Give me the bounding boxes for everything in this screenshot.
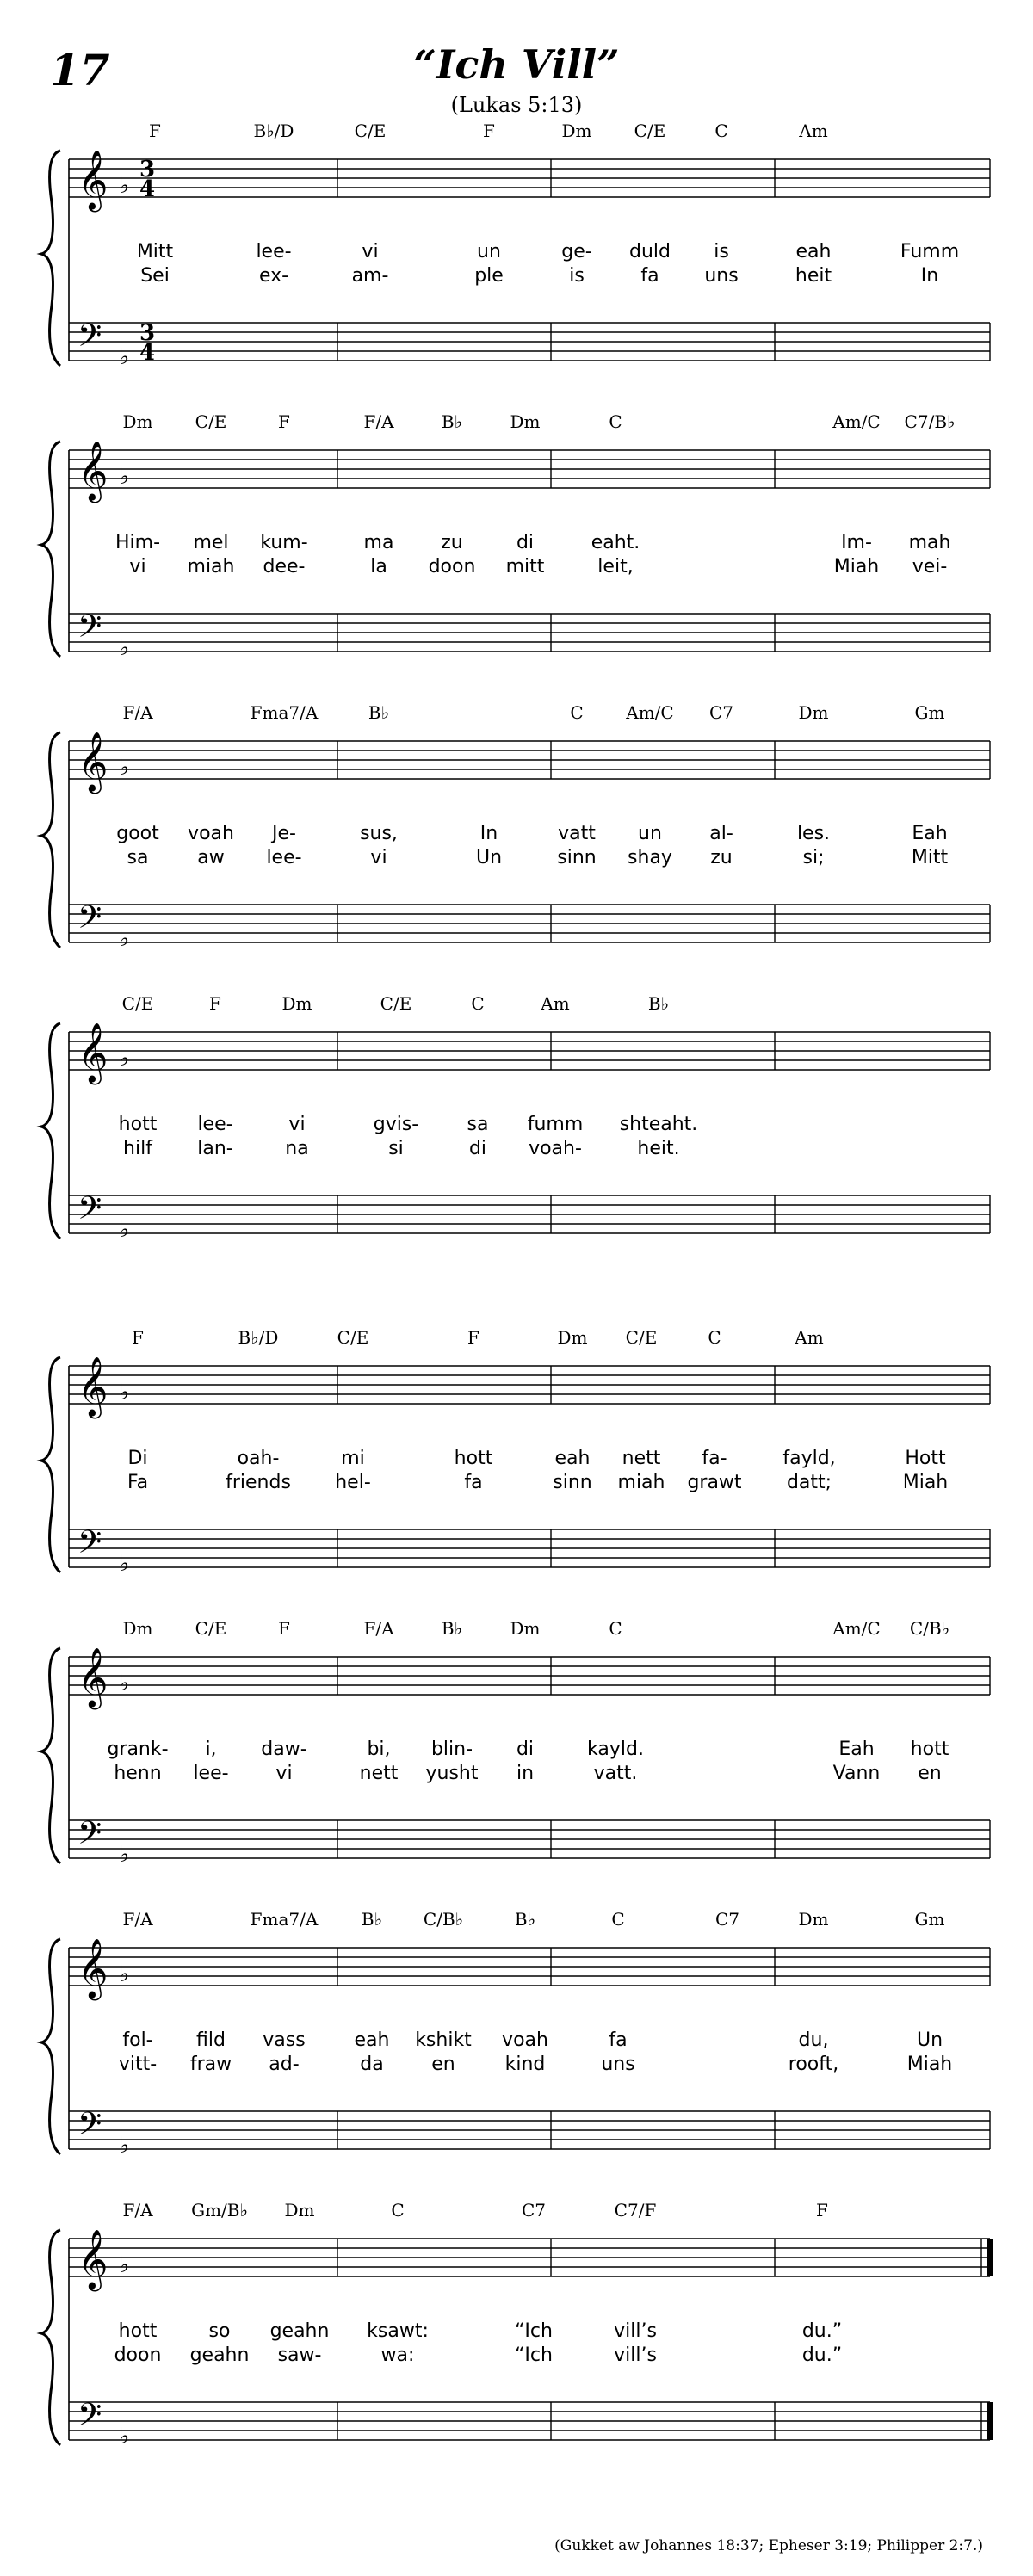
music-system-1: [0, 120, 1033, 413]
flat-icon: ♭: [119, 2424, 130, 2449]
lyric-verse-1: un: [638, 823, 662, 844]
lyric-verse-1: geahn: [269, 2320, 330, 2342]
lyric-verse-2: Sei: [140, 265, 170, 287]
lyric-verse-1: du.”: [801, 2320, 843, 2342]
lyric-verse-2: hilf: [123, 1138, 152, 1159]
chord-symbol: Dm: [122, 411, 153, 432]
lyric-verse-1: fa: [609, 2029, 628, 2051]
lyric-verse-1: Fumm: [900, 241, 960, 263]
chord-symbol: C: [609, 411, 622, 432]
chord-symbol: F/A: [363, 411, 394, 432]
lyric-verse-1: vi: [362, 241, 379, 263]
lyric-verse-2: fa: [640, 265, 659, 287]
chord-symbol: F/A: [122, 702, 153, 723]
lyric-verse-1: fol-: [122, 2029, 153, 2051]
lyric-verse-2: vi: [275, 1763, 293, 1784]
lyric-verse-2: vitt-: [118, 2054, 158, 2075]
lyric-verse-2: dee-: [263, 556, 306, 578]
system-brace: [41, 732, 60, 948]
lyric-verse-1: di: [516, 1739, 535, 1760]
lyric-verse-2: Miah: [833, 556, 880, 578]
lyric-verse-2: yusht: [425, 1763, 479, 1784]
time-signature: 4: [139, 340, 156, 366]
chord-symbol: C/E: [625, 1327, 658, 1348]
lyric-verse-2: ad-: [269, 2054, 300, 2075]
lyric-verse-1: “Ich: [515, 2320, 553, 2342]
chord-symbol: Dm: [284, 2200, 315, 2221]
lyric-verse-2: In: [920, 265, 939, 287]
flat-icon: ♭: [119, 1551, 130, 1577]
lyric-verse-2: ple: [474, 265, 504, 287]
flat-icon: ♭: [119, 344, 130, 370]
lyric-verse-2: aw: [197, 847, 225, 868]
lyric-verse-2: heit: [795, 265, 832, 287]
lyric-verse-2: si;: [802, 847, 825, 868]
lyric-verse-1: hott: [118, 2320, 158, 2342]
chord-symbol: F/A: [122, 1909, 153, 1930]
treble-clef-icon: 𝄞: [77, 2229, 108, 2289]
lyric-verse-1: Im-: [841, 532, 872, 553]
lyric-verse-2: doon: [114, 2344, 162, 2366]
chord-symbol: Fma7/A: [250, 702, 319, 723]
lyric-verse-2: geahn: [189, 2344, 250, 2366]
lyric-verse-2: vi: [129, 556, 146, 578]
lyric-verse-2: saw-: [277, 2344, 322, 2366]
hymn-title: “Ich Vill”: [413, 41, 620, 88]
lyric-verse-1: so: [208, 2320, 231, 2342]
treble-clef-icon: 𝄞: [77, 1356, 108, 1417]
lyric-verse-2: zu: [710, 847, 733, 868]
lyric-verse-1: lee-: [256, 241, 292, 263]
system-brace: [41, 1939, 60, 2154]
lyric-verse-2: hel-: [335, 1472, 371, 1493]
chord-symbol: Fma7/A: [250, 1909, 319, 1930]
lyric-verse-2: voah-: [529, 1138, 582, 1159]
flat-icon: ♭: [119, 173, 130, 199]
system-brace: [41, 2230, 60, 2445]
lyric-verse-2: nett: [359, 1763, 399, 1784]
chord-symbol: C: [714, 120, 728, 141]
lyric-verse-2: fa: [464, 1472, 483, 1493]
lyric-verse-1: mah: [908, 532, 951, 553]
lyric-verse-2: uns: [601, 2054, 635, 2075]
lyric-verse-1: daw-: [261, 1739, 307, 1760]
lyric-verse-2: Fa: [127, 1472, 149, 1493]
treble-clef-icon: 𝄞: [77, 1022, 108, 1083]
chord-symbol: Am/C: [626, 702, 674, 723]
lyric-verse-1: is: [714, 241, 729, 263]
bass-clef-icon: 𝄢: [77, 608, 102, 652]
flat-icon: ♭: [119, 755, 130, 781]
scripture-footnote: (Gukket aw Johannes 18:37; Epheser 3:19; Philipper 2:7.): [554, 2537, 983, 2554]
chord-symbol: B♭: [514, 1909, 536, 1930]
chord-symbol: C: [708, 1327, 721, 1348]
time-signature: 3: [139, 157, 156, 182]
lyric-verse-2: di: [468, 1138, 487, 1159]
chord-symbol: Gm/B♭: [191, 2200, 248, 2221]
system-brace: [41, 1648, 60, 1863]
lyric-verse-1: voah: [188, 823, 234, 844]
chord-symbol: B♭: [647, 993, 670, 1014]
lyric-verse-1: shteaht.: [619, 1114, 698, 1135]
music-system-2: [0, 411, 1033, 704]
lyric-verse-1: hott: [910, 1739, 949, 1760]
chord-symbol: F/A: [363, 1618, 394, 1639]
staff-notation: [0, 993, 1033, 1286]
chord-symbol: Am: [541, 993, 570, 1014]
hymn-number: 17: [50, 45, 110, 96]
lyric-verse-1: blin-: [430, 1739, 473, 1760]
chord-symbol: B♭/D: [253, 120, 294, 141]
lyric-verse-2: “Ich: [515, 2344, 553, 2366]
chord-symbol: F: [149, 120, 161, 141]
scripture-reference: (Lukas 5:13): [450, 93, 583, 117]
lyric-verse-2: am-: [351, 265, 389, 287]
lyric-verse-2: leit,: [597, 556, 634, 578]
music-system-7: [0, 1909, 1033, 2202]
chord-symbol: B♭: [368, 702, 390, 723]
lyric-verse-2: heit.: [637, 1138, 680, 1159]
chord-symbol: C: [611, 1909, 625, 1930]
flat-icon: ♭: [119, 1380, 130, 1405]
lyric-verse-1: nett: [622, 1448, 661, 1469]
lyric-verse-2: Miah: [906, 2054, 953, 2075]
chord-symbol: C: [570, 702, 584, 723]
lyric-verse-1: zu: [441, 532, 463, 553]
lyric-verse-2: na: [285, 1138, 309, 1159]
lyric-verse-1: goot: [116, 823, 159, 844]
lyric-verse-1: In: [479, 823, 498, 844]
lyric-verse-2: is: [569, 265, 585, 287]
bass-clef-icon: 𝄢: [77, 1815, 102, 1859]
chord-symbol: Dm: [281, 993, 312, 1014]
lyric-verse-2: friends: [226, 1472, 291, 1493]
chord-symbol: C7/B♭: [904, 411, 956, 432]
lyric-verse-2: shay: [628, 847, 672, 868]
bass-clef-icon: 𝄢: [77, 318, 102, 361]
lyric-verse-2: wa:: [380, 2344, 415, 2366]
music-system-4: [0, 993, 1033, 1286]
chord-symbol: C/E: [380, 993, 412, 1014]
lyric-verse-2: lee-: [193, 1763, 229, 1784]
chord-symbol: C/E: [354, 120, 387, 141]
lyric-verse-2: henn: [114, 1763, 162, 1784]
music-system-3: [0, 702, 1033, 995]
lyric-verse-1: mel: [193, 532, 229, 553]
chord-symbol: F: [467, 1327, 479, 1348]
lyric-verse-1: Eah: [838, 1739, 875, 1760]
lyric-verse-2: du.”: [801, 2344, 843, 2366]
lyric-verse-1: i,: [205, 1739, 217, 1760]
bass-clef-icon: 𝄢: [77, 2106, 102, 2150]
lyric-verse-2: sinn: [553, 1472, 592, 1493]
flat-icon: ♭: [119, 2133, 130, 2159]
lyric-verse-1: un: [477, 241, 501, 263]
lyric-verse-2: vi: [370, 847, 387, 868]
chord-symbol: C/E: [337, 1327, 369, 1348]
lyric-verse-1: al-: [709, 823, 733, 844]
lyric-verse-1: fumm: [527, 1114, 584, 1135]
lyric-verse-2: uns: [704, 265, 739, 287]
chord-symbol: F: [483, 120, 495, 141]
lyric-verse-1: du,: [798, 2029, 829, 2051]
bass-clef-icon: 𝄢: [77, 2397, 102, 2441]
chord-symbol: F: [209, 993, 221, 1014]
lyric-verse-2: mitt: [505, 556, 545, 578]
lyric-verse-2: rooft,: [788, 2054, 839, 2075]
chord-symbol: Dm: [798, 702, 829, 723]
lyric-verse-1: oah-: [237, 1448, 280, 1469]
chord-symbol: C/B♭: [909, 1618, 950, 1639]
chord-symbol: C/E: [195, 1618, 227, 1639]
chord-symbol: F: [278, 411, 290, 432]
lyric-verse-1: fa-: [702, 1448, 727, 1469]
chord-symbol: C7: [521, 2200, 547, 2221]
lyric-verse-1: Eah: [912, 823, 948, 844]
lyric-verse-1: fild: [196, 2029, 226, 2051]
lyric-verse-1: bi,: [367, 1739, 391, 1760]
lyric-verse-1: Him-: [114, 532, 161, 553]
lyric-verse-1: ksawt:: [367, 2320, 429, 2342]
lyric-verse-1: Un: [916, 2029, 943, 2051]
music-system-5: [0, 1327, 1033, 1620]
chord-symbol: Am/C: [832, 411, 881, 432]
lyric-verse-2: Miah: [902, 1472, 949, 1493]
flat-icon: ♭: [119, 1671, 130, 1696]
chord-symbol: Am: [799, 120, 828, 141]
chord-symbol: B♭: [441, 1618, 463, 1639]
chord-symbol: B♭: [361, 1909, 383, 1930]
lyric-verse-1: grank-: [107, 1739, 169, 1760]
lyric-verse-2: ex-: [258, 265, 289, 287]
chord-symbol: C: [609, 1618, 622, 1639]
flat-icon: ♭: [119, 635, 130, 661]
bass-clef-icon: 𝄢: [77, 1190, 102, 1234]
lyric-verse-1: voah: [502, 2029, 548, 2051]
lyric-verse-2: Vann: [832, 1763, 881, 1784]
bass-clef-icon: 𝄢: [77, 899, 102, 943]
chord-symbol: B♭/D: [238, 1327, 279, 1348]
lyric-verse-1: sa: [467, 1114, 489, 1135]
chord-symbol: C/B♭: [423, 1909, 464, 1930]
treble-clef-icon: 𝄞: [77, 732, 108, 792]
flat-icon: ♭: [119, 1961, 130, 1987]
chord-symbol: B♭: [441, 411, 463, 432]
lyric-verse-2: grawt: [687, 1472, 742, 1493]
lyric-verse-2: miah: [617, 1472, 665, 1493]
lyric-verse-1: hott: [454, 1448, 493, 1469]
chord-symbol: F: [132, 1327, 144, 1348]
chord-symbol: Dm: [510, 1618, 541, 1639]
flat-icon: ♭: [119, 1842, 130, 1868]
staff-notation: [0, 702, 1033, 995]
chord-symbol: F/A: [122, 2200, 153, 2221]
lyric-verse-2: vatt.: [593, 1763, 638, 1784]
chord-symbol: C/E: [121, 993, 154, 1014]
chord-symbol: Gm: [914, 1909, 945, 1930]
lyric-verse-1: kshikt: [415, 2029, 472, 2051]
flat-icon: ♭: [119, 926, 130, 952]
lyric-verse-2: vill’s: [614, 2344, 657, 2366]
chord-symbol: C: [391, 2200, 405, 2221]
lyric-verse-2: en: [431, 2054, 455, 2075]
chord-symbol: Dm: [510, 411, 541, 432]
lyric-verse-1: eah: [354, 2029, 390, 2051]
lyric-verse-2: vei-: [912, 556, 948, 578]
system-brace: [41, 151, 60, 366]
lyric-verse-2: Mitt: [911, 847, 949, 868]
lyric-verse-1: sus,: [360, 823, 398, 844]
chord-symbol: C7/F: [614, 2200, 657, 2221]
lyric-verse-1: vi: [288, 1114, 306, 1135]
lyric-verse-2: kind: [504, 2054, 546, 2075]
lyric-verse-1: Mitt: [136, 241, 174, 263]
chord-symbol: Gm: [914, 702, 945, 723]
chord-symbol: C: [471, 993, 485, 1014]
lyric-verse-1: eaht.: [591, 532, 640, 553]
lyric-verse-1: vill’s: [614, 2320, 657, 2342]
chord-symbol: Dm: [557, 1327, 588, 1348]
system-brace: [41, 1357, 60, 1572]
lyric-verse-1: mi: [341, 1448, 365, 1469]
lyric-verse-1: Di: [127, 1448, 148, 1469]
treble-clef-icon: 𝄞: [77, 1647, 108, 1708]
chord-symbol: C/E: [634, 120, 666, 141]
lyric-verse-1: vatt: [558, 823, 596, 844]
lyric-verse-1: eah: [795, 241, 832, 263]
flat-icon: ♭: [119, 464, 130, 490]
chord-symbol: F: [278, 1618, 290, 1639]
lyric-verse-2: datt;: [786, 1472, 832, 1493]
lyric-verse-1: fayld,: [782, 1448, 836, 1469]
lyric-verse-2: lan-: [197, 1138, 233, 1159]
lyric-verse-2: en: [918, 1763, 942, 1784]
lyric-verse-2: miah: [187, 556, 235, 578]
staff-notation: [0, 1327, 1033, 1620]
lyric-verse-2: la: [370, 556, 387, 578]
lyric-verse-2: doon: [428, 556, 476, 578]
treble-clef-icon: 𝄞: [77, 150, 108, 210]
lyric-verse-1: eah: [554, 1448, 591, 1469]
system-brace: [41, 1023, 60, 1239]
lyric-verse-1: hott: [118, 1114, 158, 1135]
lyric-verse-2: lee-: [266, 847, 302, 868]
lyric-verse-1: kayld.: [587, 1739, 644, 1760]
chord-symbol: F: [816, 2200, 828, 2221]
lyric-verse-1: di: [516, 532, 535, 553]
flat-icon: ♭: [119, 2252, 130, 2278]
lyric-verse-1: kum-: [260, 532, 308, 553]
music-system-6: [0, 1618, 1033, 1911]
flat-icon: ♭: [119, 1046, 130, 1072]
lyric-verse-2: Un: [475, 847, 503, 868]
chord-symbol: C7: [714, 1909, 740, 1930]
treble-clef-icon: 𝄞: [77, 441, 108, 501]
lyric-verse-1: gvis-: [373, 1114, 419, 1135]
lyric-verse-1: ge-: [561, 241, 592, 263]
lyric-verse-1: duld: [629, 241, 671, 263]
lyric-verse-2: sa: [127, 847, 149, 868]
lyric-verse-1: ma: [363, 532, 394, 553]
chord-symbol: Dm: [798, 1909, 829, 1930]
time-signature: 4: [139, 176, 156, 202]
chord-symbol: C/E: [195, 411, 227, 432]
chord-symbol: Am: [795, 1327, 824, 1348]
lyric-verse-2: in: [516, 1763, 535, 1784]
chord-symbol: Am/C: [832, 1618, 881, 1639]
lyric-verse-2: da: [360, 2054, 384, 2075]
lyric-verse-1: les.: [796, 823, 831, 844]
music-system-8: [0, 2200, 1033, 2493]
lyric-verse-1: Hott: [905, 1448, 946, 1469]
flat-icon: ♭: [119, 1217, 130, 1243]
system-brace: [41, 442, 60, 657]
lyric-verse-2: si: [388, 1138, 404, 1159]
bass-clef-icon: 𝄢: [77, 1524, 102, 1568]
lyric-verse-1: vass: [263, 2029, 306, 2051]
lyric-verse-1: lee-: [197, 1114, 233, 1135]
lyric-verse-1: Je-: [272, 823, 296, 844]
treble-clef-icon: 𝄞: [77, 1938, 108, 1998]
lyric-verse-2: sinn: [557, 847, 597, 868]
time-signature: 3: [139, 320, 156, 346]
lyric-verse-2: fraw: [189, 2054, 232, 2075]
chord-symbol: Dm: [561, 120, 592, 141]
chord-symbol: Dm: [122, 1618, 153, 1639]
chord-symbol: C7: [708, 702, 734, 723]
